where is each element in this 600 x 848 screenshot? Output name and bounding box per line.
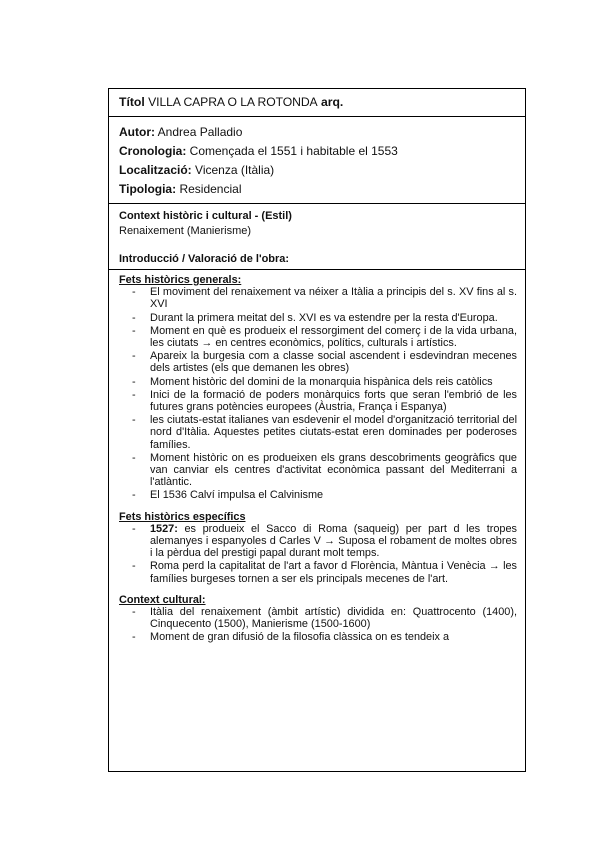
specific-heading: Fets històrics específics: [119, 510, 246, 523]
list-item: - Moment en què es produeix el ressorgiment del comerç i de la vida urbana, les ciutats → en centres econòmics, polítics, culturals i artístics.: [132, 324, 517, 350]
document-table: [108, 88, 526, 772]
title-row: [109, 89, 525, 117]
cultural-list: [119, 606, 517, 644]
meta-author-label: Autor:: [119, 125, 155, 139]
list-item: - 1527: es produeix el Sacco di Roma (saqueig) per part d les tropes alemanyes i espanyoles d Carles V → Suposa el robament de moltes obres i la pèrdua del prestigi papal durant molt temps.: [132, 522, 517, 560]
list-item: - Inici de la formació de poders monàrquics forts que seran l'embrió de les futures grans potències europees (Àustria, França i Espanya): [132, 388, 517, 414]
metadata-section: [109, 117, 525, 204]
intro-heading: Introducció / Valoració de l'obra:: [119, 253, 290, 265]
context-section: [109, 204, 525, 270]
meta-author-value: Andrea Palladio: [157, 125, 243, 139]
meta-typology-label: Tipologia:: [119, 182, 177, 196]
list-item: - Moment històric del domini de la monarquia hispànica dels reis catòlics: [132, 375, 493, 388]
context-heading: Context històric i cultural - (Estil): [119, 210, 292, 222]
list-item: - El moviment del renaixement va néixer a Itàlia a principis del s. XV fins al s. XVI: [132, 286, 517, 311]
meta-chronology-label: Cronologia:: [119, 144, 187, 158]
general-list: [119, 286, 517, 501]
meta-chronology-value: Començada el 1551 i habitable el 1553: [189, 144, 398, 158]
list-item: - Moment històric on es produeixen els grans descobriments geogràfics que van canviar els centres d'activitat econòmica passant del Mediterrani a l'atlàntic.: [132, 451, 517, 489]
meta-location-label: Localització:: [119, 163, 192, 177]
list-item: - Apareix la burgesia com a classe social ascendent i esdevindran mecenes dels artistes (els que demanen les obres): [132, 350, 517, 375]
list-item: - Durant la primera meitat del s. XVI es va estendre per la resta d'Europa.: [132, 311, 498, 324]
meta-typology-value: Residencial: [179, 182, 242, 196]
specific-list: [119, 523, 517, 585]
general-heading: Fets històrics generals:: [119, 274, 242, 286]
title-suffix: arq.: [320, 95, 344, 109]
list-item: - les ciutats-estat italianes van esdevenir el model d'organització territorial del nord d'Itàlia. Aquestes petites ciutats-estat eren dominades per poderoses famílies.: [132, 414, 517, 451]
meta-typology: [119, 180, 517, 199]
title-value: VILLA CAPRA O LA ROTONDA: [148, 95, 318, 109]
cultural-heading: Context cultural:: [119, 593, 206, 606]
list-item: - El 1536 Calví impulsa el Calvinisme: [132, 489, 324, 502]
list-item: - Roma perd la capitalitat de l'art a favor d Florència, Màntua i Venècia → les famílies burgeses tornen a ser els principals mecenes de l'art.: [132, 560, 517, 585]
context-style: Renaixement (Manierisme): [119, 224, 252, 237]
meta-location-value: Vicenza (Itàlia): [195, 163, 275, 177]
meta-author: [119, 123, 517, 142]
list-item: - Itàlia del renaixement (àmbit artístic) dividida en: Quattrocento (1400), Cinquecento (1500), Manierisme (1500-1600): [132, 606, 517, 631]
list-item: - Moment de gran difusió de la filosofia clàssica on es tendeix a: [132, 631, 450, 644]
title-label: Títol: [119, 95, 145, 109]
meta-chronology: [119, 142, 517, 161]
meta-location: [119, 161, 517, 180]
content-section: [109, 270, 525, 649]
